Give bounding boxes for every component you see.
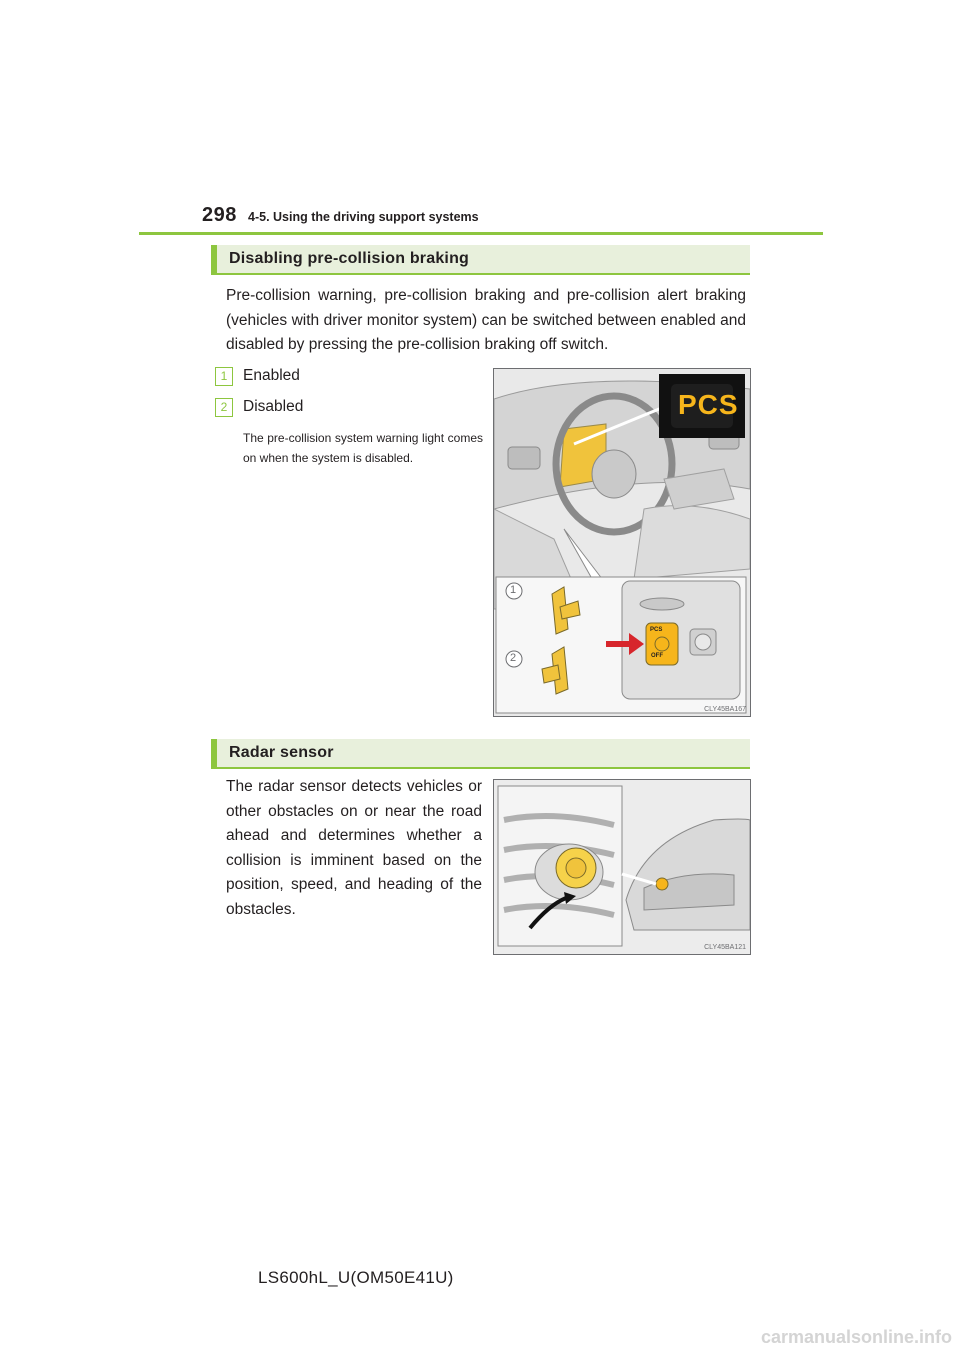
figure-code-1: CLY45BA167 xyxy=(704,706,746,713)
section-title: Disabling pre-collision braking xyxy=(229,250,470,267)
figure-code-2: CLY45BA121 xyxy=(704,944,746,951)
switch-label-pcs: PCS xyxy=(650,627,663,633)
page-number: 298 xyxy=(202,204,237,226)
radar-drawing xyxy=(494,780,750,954)
watermark: carmanualsonline.info xyxy=(760,1327,952,1347)
chapter-title: 4-5. Using the driving support systems xyxy=(248,210,479,224)
header-rule xyxy=(139,232,823,235)
intro-paragraph: Pre-collision warning, pre-collision braking and pre-collision alert braking (vehicles with driver monitor system) can be switched between enabled and disabled by pressing the pre-collision braking off switch. xyxy=(226,287,746,353)
section-heading-radar-sensor xyxy=(211,739,750,769)
radar-paragraph: The radar sensor detects vehicles or other obstacles on or near the road ahead and determines whether a collision is imminent based on the position, speed, and heading of the obstacles. xyxy=(226,778,482,918)
section-heading-disabling-pcs xyxy=(211,245,750,275)
pcs-warning-light-label: PCS xyxy=(678,389,739,420)
model-code: LS600hL_U(OM50E41U) xyxy=(258,1268,454,1287)
warning-light-note: The pre-collision system warning light comes on when the system is disabled. xyxy=(243,431,483,465)
item-number-2: 2 xyxy=(215,398,233,417)
section-title: Radar sensor xyxy=(229,744,334,761)
callout-1: 1 xyxy=(510,584,517,596)
item-number-1: 1 xyxy=(215,367,233,386)
item-label-enabled: Enabled xyxy=(243,367,300,384)
callout-2: 2 xyxy=(510,652,517,664)
pcs-switch-illustration xyxy=(493,368,751,717)
cockpit-drawing xyxy=(494,369,750,716)
switch-label-off: OFF xyxy=(651,653,663,659)
radar-sensor-illustration xyxy=(493,779,751,955)
item-label-disabled: Disabled xyxy=(243,398,304,415)
